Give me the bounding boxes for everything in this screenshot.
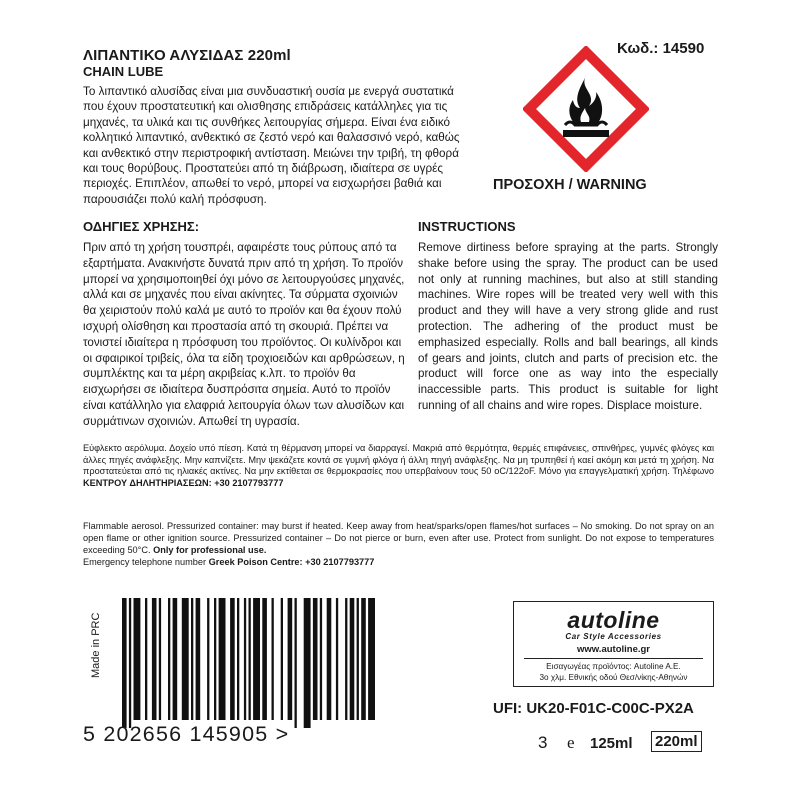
origin-text: Made in PRC xyxy=(90,612,102,678)
barcode-bar xyxy=(295,598,297,728)
barcode-bar xyxy=(281,598,283,720)
barcode-bar xyxy=(272,598,274,720)
net-volume: 125ml xyxy=(590,735,633,752)
flame-ghs-icon xyxy=(523,46,649,172)
barcode-bar xyxy=(196,598,201,720)
estimated-sign: e xyxy=(567,733,575,752)
barcode-bar xyxy=(122,598,127,728)
barcode-bar xyxy=(159,598,161,720)
barcode-bar xyxy=(237,598,239,720)
brand-logo: autoline xyxy=(567,607,660,633)
barcode-number: 5 202656 145905 > xyxy=(83,722,290,746)
brand-box xyxy=(513,601,714,687)
barcode-bar xyxy=(345,598,347,720)
safety-english-body: Flammable aerosol. Pressurized container: may burst if heated. Keep away from heat/sparks/open flames/hot surfaces – No smoking. Do not spray on an open flame or other ignition source. Pressurized container – Do not pierce or burn, even after use. Protect from sunlight. Do not expose to temperatures exceeding 50°C. xyxy=(83,521,714,555)
safety-text-english xyxy=(83,520,714,568)
safety-greek-emergency-phone: : +30 2107793777 xyxy=(208,478,284,489)
safety-english-emergency-prefix: Emergency telephone number xyxy=(83,557,209,567)
barcode-bars xyxy=(120,598,383,728)
barcode-bar xyxy=(145,598,147,720)
barcode-bar xyxy=(350,598,355,720)
safety-greek-emergency-label: ΚΕΝΤΡΟΥ ΔΗΛΗΤΗΡΙΑΣΕΩΝ xyxy=(83,478,209,489)
barcode-bar xyxy=(336,598,338,720)
product-title-greek: ΛΙΠΑΝΤΙΚΟ ΑΛΥΣΙΔΑΣ 220ml xyxy=(83,47,291,64)
barcode-bar xyxy=(191,598,193,720)
intro-greek: Το λιπαντικό αλυσίδας είναι μια συνδυαστική ουσία με ενεργά συστατικά που έχουν προστατευτική και ολισθησης επιδράσεις κατάλληλες για τις μηχανές, τα υλικά και τις συνθήκες λειτουργίας σήμερα. Είναι ένα ειδικό κολλητικό λιπαντικό, ανθεκτικό σε ζεστό νερό και θαλασσινό νερό, καθώς και ανθεκτικό στην περιστροφική αντίσταση. Μειώνει την τριβή, τη φθορά και τους θορύβους. Προστατεύει από τη διάβρωση, ιδιαίτερα σε υγρές περιοχές. Επιπλέον, απωθεί το νερό, μπορεί να εισχωρήσει βαθιά και παρουσιάζει πολύ καλή πρόσφυση. xyxy=(83,85,460,206)
barcode-bar xyxy=(253,598,260,720)
hazard-warning-label: ΠΡΟΣΟΧΗ / WARNING xyxy=(493,177,647,193)
barcode-bar xyxy=(214,598,216,720)
barcode-bar xyxy=(313,598,318,720)
barcode-bar xyxy=(288,598,293,720)
barcode-bar xyxy=(249,598,251,720)
brand-divider xyxy=(524,658,703,659)
barcode-bar xyxy=(168,598,170,720)
instructions-text-english: Remove dirtiness before spraying at the parts. Strongly shake before using the spray. The product can be used not only at running machines, but also at still standing machines. Wire ropes will be treated very well with this product and they will have a very strong glide and rust protection. The adhering of the product must be emphasized especially. Rolls and ball bearings, all kinds of gears and joints, clutch and parts of precision etc. the product will force one as way into the especially inaccessible parts. This product is suitable for light running of all chains and wire ropes. Displace moisture. xyxy=(418,241,718,412)
barcode-bar xyxy=(173,598,178,720)
barcode-bar xyxy=(244,598,246,720)
barcode-bar xyxy=(368,598,375,720)
importer-line-1: Εισαγωγέας προϊόντος: Autoline A.E. xyxy=(546,662,681,671)
barcode-bar xyxy=(207,598,209,720)
barcode-bar xyxy=(182,598,189,720)
importer-line-2: 3ο χλμ. Εθνικής οδού Θεσ/νίκης-Αθηνών xyxy=(539,673,688,682)
safety-english-emergency-label: Greek Poison Centre xyxy=(208,557,300,567)
barcode-bar xyxy=(304,598,311,728)
brand-url: www.autoline.gr xyxy=(576,644,650,655)
importer-info xyxy=(514,661,713,683)
barcode xyxy=(120,598,383,728)
barcode-bar xyxy=(230,598,235,720)
brand-tagline: Car Style Accessories xyxy=(565,632,662,641)
barcode-bar xyxy=(361,598,366,720)
barcode-bar xyxy=(134,598,141,720)
barcode-bar xyxy=(320,598,322,720)
safety-text-greek xyxy=(83,443,714,490)
instructions-text-greek: Πριν από τη χρήση τουσπρέι, αφαιρέστε τους ρύπους από τα εξαρτήματα. Ανακινήστε δυνατά πριν από τη χρήση. Το προϊόν μπορεί να χρησιμοποιηθεί όχι μόνο σε λειτουργούσες μηχανές, αλλά και σε μηχανές που είναι ακίνητες. Τα σύρματα σχοινιών θα χειριστούν πολύ καλά με αυτό το προϊόν και θα έχουν πολύ ισχυρή ολίσθηση και προστασία από τη σκουριά. Πρέπει να τονιστεί ιδιαίτερα η πρόσφυση του προϊόντος. Οι κυλίνδροι και οι σφαιρικοί τριβείς, όλα τα είδη τροχιοειδών και αρθρώσεων, η συμπλέκτης και τα μέρη ακριβείας κ.λπ. το προϊόν θα εισχωρήσει σε ιδιαίτερα δυσπρόσιτα σημεία. Αυτό το προϊόν είναι κατάλληλο για ελαφριά λειτουργία όλων των αλυσίδων και συρμάτινων σχοινιών. Απωθεί τη υγρασία. xyxy=(83,241,405,428)
total-volume: 220ml xyxy=(651,731,702,752)
safety-greek-body: Εύφλεκτο αερόλυμα. Δοχείο υπό πίεση. Κατά τη θέρμανση μπορεί να διαρραγεί. Μακριά από θερμότητα, θερμές επιφάνειες, σπινθήρες, γυμνές φλόγες και άλλες πηγές ανάφλεξης. Μην καπνίζετε. Μην ψεκάζετε κοντά σε γυμνή φλόγα ή άλλη πηγή ανάφλεξης. Να μη τρυπηθεί ή καεί ακόμη και μετά τη χρήση. Να προστατεύεται από τις ηλιακές ακτίνες. Να μην εκτίθεται σε θερμοκρασίες που υπερβαίνουν τους 50 oC/122oF. Μόνο για επαγγελματική χρήση. Τηλέφωνο xyxy=(83,443,714,477)
instructions-heading-english: INSTRUCTIONS xyxy=(418,219,516,234)
safety-english-professional: Only for professional use. xyxy=(153,545,267,555)
barcode-bar xyxy=(129,598,131,728)
barcode-bar xyxy=(219,598,226,720)
ufi-code: UFI: UK20-F01C-C00C-PX2A xyxy=(493,700,694,717)
aerosol-mark: 3 xyxy=(538,733,548,752)
product-code: Κωδ.: 14590 xyxy=(617,40,705,57)
safety-english-emergency-phone: : +30 2107793777 xyxy=(299,557,375,567)
origin-label xyxy=(84,612,114,690)
instructions-heading-greek: ΟΔΗΓΙΕΣ ΧΡΗΣΗΣ: xyxy=(83,219,200,234)
barcode-bar xyxy=(152,598,157,720)
barcode-bar xyxy=(262,598,267,720)
product-title-english: CHAIN LUBE xyxy=(83,64,164,79)
barcode-bar xyxy=(327,598,332,720)
barcode-bar xyxy=(357,598,359,720)
